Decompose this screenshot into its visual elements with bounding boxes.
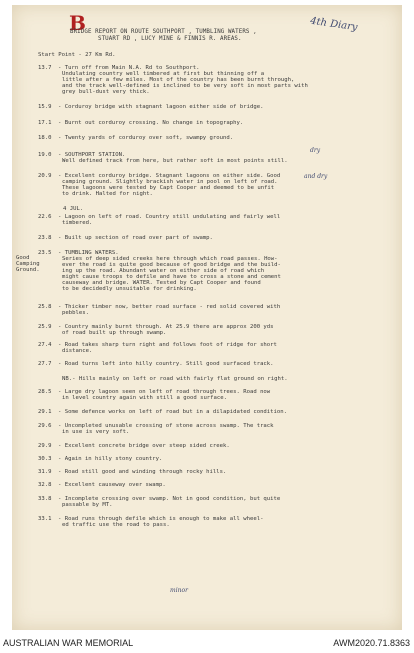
route-entry-continuation: to drink. Halted for night. (62, 191, 153, 197)
kilometre-mark: 32.8 (38, 482, 52, 488)
footer-source: AUSTRALIAN WAR MEMORIAL (3, 638, 134, 648)
route-entry-continuation: Well defined track from here, but rather soft in most points still. (62, 158, 288, 164)
route-entry-text: - Large dry lagoon seen on left of road through trees. Road now (58, 389, 271, 395)
document-page (12, 5, 402, 630)
kilometre-mark: 19.0 (38, 152, 52, 158)
route-entry-continuation: of road built up through swamp. (62, 330, 167, 336)
report-header-line: BRIDGE REPORT ON ROUTE SOUTHPORT , TUMBLING WATERS , (70, 29, 257, 35)
route-entry-text: - Road takes sharp turn right and follows foot of ridge for short (58, 342, 277, 348)
footer-accession: AWM2020.71.8363 (333, 638, 410, 648)
route-entry-text: - Road runs through defile which is enough to make all wheel- (58, 516, 264, 522)
route-entry-continuation: grey bull-dust very thick. (62, 89, 150, 95)
route-entry-continuation: little after a few miles. Most of the country has been burnt through, (62, 77, 295, 83)
route-entry-continuation: NB.- Hills mainly on left or road with fairly flat ground on right. (62, 376, 288, 382)
kilometre-mark: 29.1 (38, 409, 52, 415)
route-entry-continuation: Series of deep sided creeks here through which road passes. How- (62, 256, 278, 262)
route-entry-continuation: in use is very soft. (62, 429, 130, 435)
kilometre-mark: 33.8 (38, 496, 52, 502)
route-entry-text: - Excellent corduroy bridge. Stagnant lagoons on either side. Good (58, 173, 281, 179)
kilometre-mark: 29.9 (38, 443, 52, 449)
kilometre-mark: 23.8 (38, 235, 52, 241)
route-entry-text: - Incomplete crossing over swamp. Not in good condition, but quite (58, 496, 281, 502)
route-entry-continuation: 4 JUL. (63, 206, 84, 212)
kilometre-mark: 22.6 (38, 214, 52, 220)
route-entry-text: - Lagoon on left of road. Country still undulating and fairly well (58, 214, 281, 220)
kilometre-mark: 23.5 (38, 250, 52, 256)
kilometre-mark: 13.7 (38, 65, 52, 71)
route-entry-text: - Uncompleted unusable crossing of stone across swamp. The track (58, 423, 274, 429)
margin-note: Camping (16, 261, 40, 267)
route-entry-text: - TUMBLING WATERS. (58, 250, 119, 256)
route-entry-text: - Twenty yards of corduroy over soft, swampy ground. (58, 135, 234, 141)
route-entry-text: - Excellent causeway over swamp. (58, 482, 166, 488)
kilometre-mark: 28.5 (38, 389, 52, 395)
route-entry-continuation: passable by MT. (62, 502, 113, 508)
kilometre-mark: 17.1 (38, 120, 52, 126)
route-entry-text: - Built up section of road over part of swamp. (58, 235, 213, 241)
route-entry-text: - SOUTHPORT STATION. (58, 152, 126, 158)
route-entry-continuation: causeway and bridge. WATER. Tested by Capt Cooper and found (62, 280, 261, 286)
route-entry-continuation: ever the road is quite good because of good bridge and the build- (62, 262, 281, 268)
route-entry-text: - Road turns left into hilly country. Still good surfaced track. (58, 361, 274, 367)
route-entry-continuation: pebbles. (62, 310, 89, 316)
route-entry-text: - Thicker timber now, better road surface - red solid covered with (58, 304, 281, 310)
kilometre-mark: 31.9 (38, 469, 52, 475)
route-entry-continuation: ed traffic use the road to pass. (62, 522, 170, 528)
report-header-line: STUART RD , LUCY MINE & FINNIS R. AREAS. (98, 36, 242, 42)
route-entry-continuation: ing up the road. Abundant water on either side of road which (62, 268, 265, 274)
kilometre-mark: 33.1 (38, 516, 52, 522)
kilometre-mark: 18.0 (38, 135, 52, 141)
margin-note: Good (16, 255, 30, 261)
route-entry-continuation: camping ground. Slightly brackish water in pool on left of road. (62, 179, 278, 185)
route-entry-continuation: Undulating country well timbered at first but thinning off a (62, 71, 265, 77)
margin-note: Ground. (16, 267, 40, 273)
footer-bar (0, 631, 414, 653)
route-entry-text: - Road still good and winding through rocky hills. (58, 469, 227, 475)
kilometre-mark: 20.9 (38, 173, 52, 179)
route-entry-text: - Burnt out corduroy crossing. No change in topography. (58, 120, 244, 126)
route-entry-continuation: distance. (62, 348, 93, 354)
handwritten-dry: dry (310, 147, 321, 154)
handwritten-diary-note: 4th Diary (309, 15, 359, 34)
route-entry-continuation: timbered. (62, 220, 93, 226)
kilometre-mark: 27.7 (38, 361, 52, 367)
start-point: Start Point - 27 Km Rd. (38, 52, 116, 58)
route-entry-continuation: might cause troops to defile and have to cross a stone and cement (62, 274, 281, 280)
kilometre-mark: 25.9 (38, 324, 52, 330)
handwritten-letter: B (69, 11, 86, 35)
kilometre-mark: 27.4 (38, 342, 52, 348)
route-entry-continuation: and the track well-defined is inclined to be very soft in most parts with (62, 83, 308, 89)
route-entry-continuation: These lagoons were tested by Capt Cooper and deemed to be unfit (62, 185, 275, 191)
route-entry-text: - Country mainly burnt through. At 25.9 there are approx 200 yds (58, 324, 274, 330)
route-entry-continuation: in level country again with still a good surface. (62, 395, 228, 401)
kilometre-mark: 30.3 (38, 456, 52, 462)
handwritten-minor: minor (170, 587, 188, 594)
route-entry-text: - Turn off from Main N.A. Rd to Southport. (58, 65, 200, 71)
route-entry-continuation: to be decidedly unsuitable for drinking. (62, 286, 197, 292)
kilometre-mark: 29.6 (38, 423, 52, 429)
handwritten-and-dry: and dry (304, 173, 328, 180)
route-entry-text: - Excellent concrete bridge over steep sided creek. (58, 443, 230, 449)
kilometre-mark: 15.9 (38, 104, 52, 110)
route-entry-text: - Corduroy bridge with stagnant lagoon either side of bridge. (58, 104, 264, 110)
kilometre-mark: 25.8 (38, 304, 52, 310)
route-entry-text: - Some defence works on left of road but in a dilapidated condition. (58, 409, 288, 415)
route-entry-text: - Again in hilly stony country. (58, 456, 163, 462)
